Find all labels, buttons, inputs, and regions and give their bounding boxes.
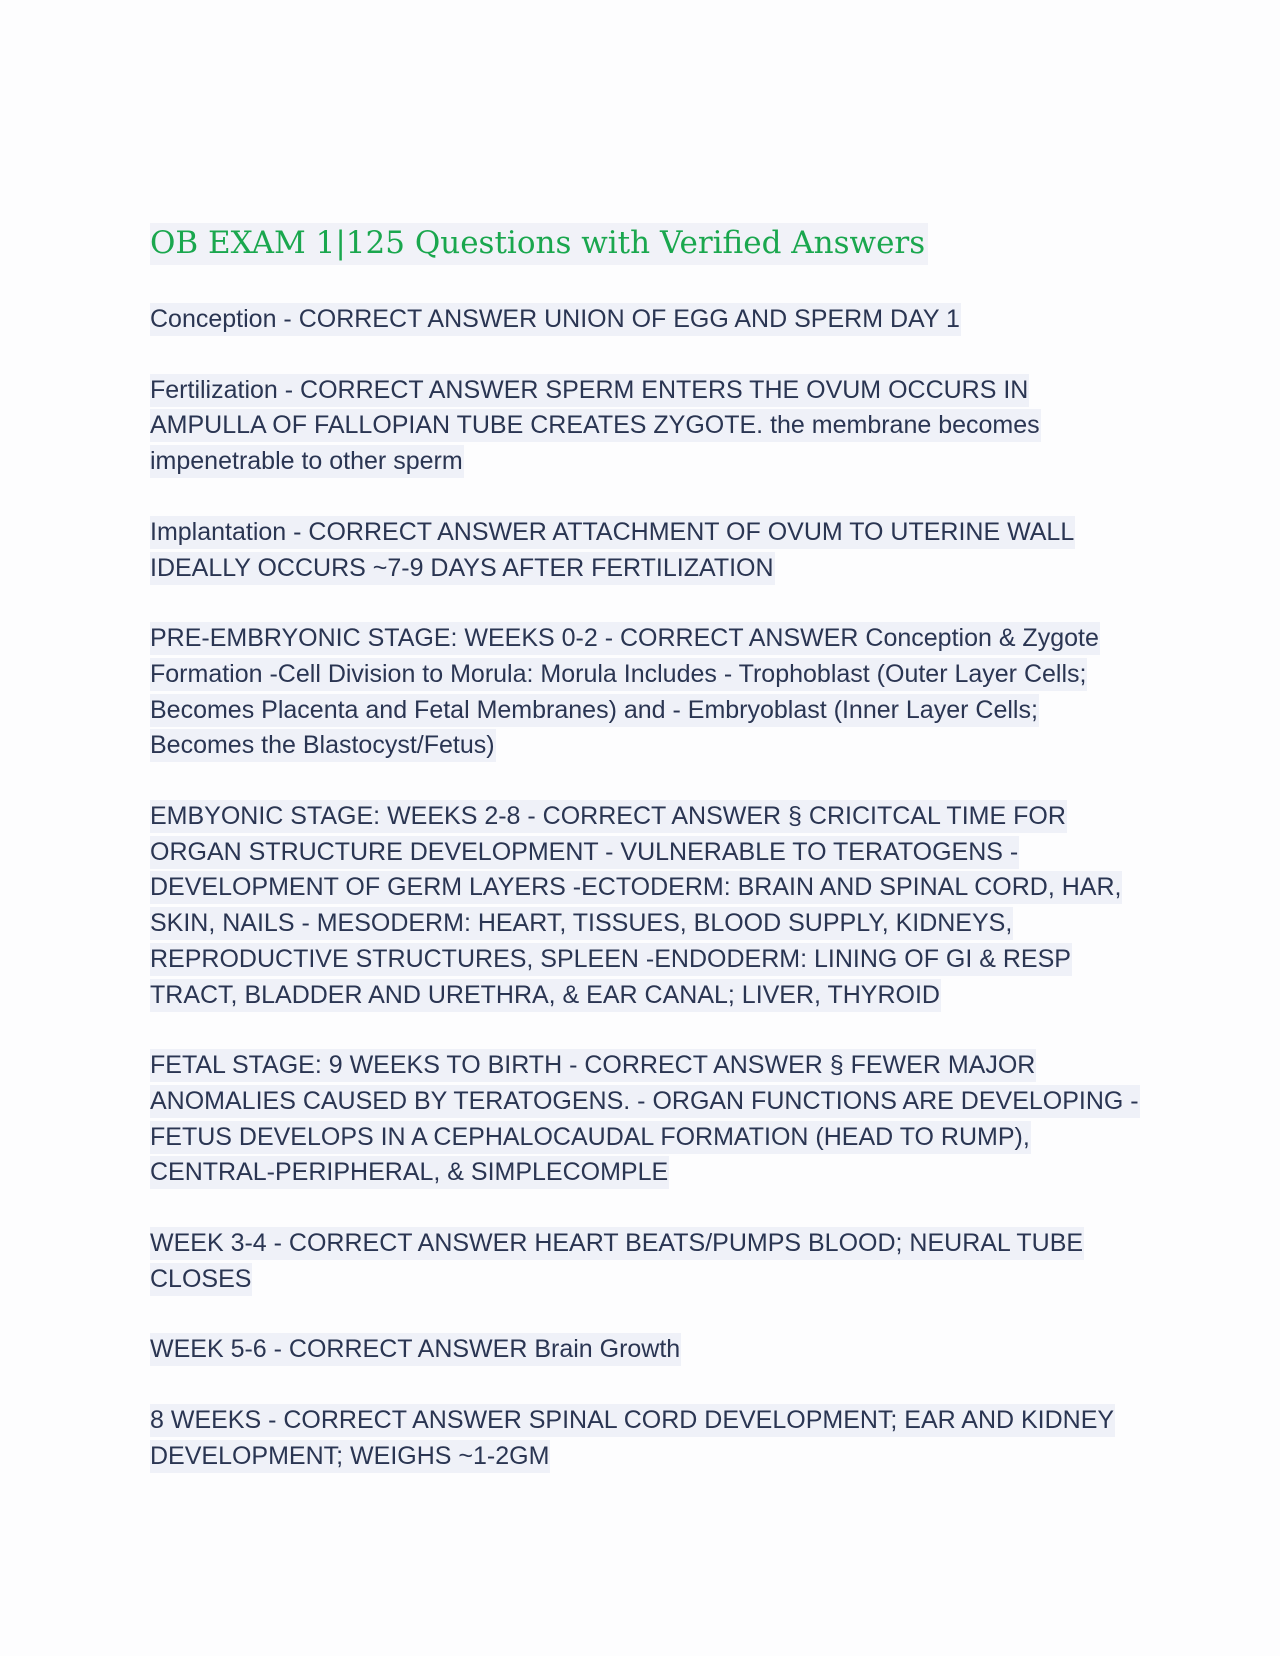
document-title-text: OB EXAM 1|125 Questions with Verified Answers [150,223,928,265]
entry-text: Fertilization - CORRECT ANSWER SPERM ENTERS THE OVUM OCCURS IN AMPULLA OF FALLOPIAN TUBE CREATES ZYGOTE. the membrane becomes impenetrable to other sperm [150,374,1041,478]
entry-fertilization [150,373,1140,480]
entry-text: WEEK 3-4 - CORRECT ANSWER HEART BEATS/PUMPS BLOOD; NEURAL TUBE CLOSES [150,1227,1084,1296]
entry-text: FETAL STAGE: 9 WEEKS TO BIRTH - CORRECT ANSWER § FEWER MAJOR ANOMALIES CAUSED BY TERATOGENS. - ORGAN FUNCTIONS ARE DEVELOPING - FETUS DEVELOPS IN A CEPHALOCAUDAL FORMATION (HEAD TO RUMP), CENTRAL-PERIPHERAL, & SIMPLECOMPLE [150,1049,1140,1189]
entry-week-5-6 [150,1332,1140,1368]
document-content [150,218,1140,1510]
entry-text: EMBYONIC STAGE: WEEKS 2-8 - CORRECT ANSWER § CRICITCAL TIME FOR ORGAN STRUCTURE DEVELOPMENT - VULNERABLE TO TERATOGENS - DEVELOPMENT OF GERM LAYERS -ECTODERM: BRAIN AND SPINAL CORD, HAR, SKIN, NAILS - MESODERM: HEART, TISSUES, BLOOD SUPPLY, KIDNEYS, REPRODUCTIVE STRUCTURES, SPLEEN -ENDODERM: LINING OF GI & RESP TRACT, BLADDER AND URETHRA, & EAR CANAL; LIVER, THYROID [150,800,1122,1012]
entry-embryonic-stage [150,799,1140,1013]
entry-8-weeks [150,1403,1140,1474]
entry-implantation [150,515,1140,586]
entry-fetal-stage [150,1048,1140,1191]
entry-text: WEEK 5-6 - CORRECT ANSWER Brain Growth [150,1333,681,1366]
document-title [150,218,1140,268]
entry-text: Conception - CORRECT ANSWER UNION OF EGG AND SPERM DAY 1 [150,303,961,336]
entry-text: 8 WEEKS - CORRECT ANSWER SPINAL CORD DEVELOPMENT; EAR AND KIDNEY DEVELOPMENT; WEIGHS ~1-2GM [150,1404,1115,1473]
entry-text: PRE-EMBRYONIC STAGE: WEEKS 0-2 - CORRECT ANSWER Conception & Zygote Formation -Cell Division to Morula: Morula Includes - Trophoblast (Outer Layer Cells; Becomes Placenta and Fetal Membranes) and - Embryoblast (Inner Layer Cells; Becomes the Blastocyst/Fetus) [150,622,1100,762]
entry-pre-embryonic-stage [150,621,1140,764]
entry-conception [150,302,1140,338]
entry-week-3-4 [150,1226,1140,1297]
entry-text: Implantation - CORRECT ANSWER ATTACHMENT OF OVUM TO UTERINE WALL IDEALLY OCCURS ~7-9 DAYS AFTER FERTILIZATION [150,516,1075,585]
